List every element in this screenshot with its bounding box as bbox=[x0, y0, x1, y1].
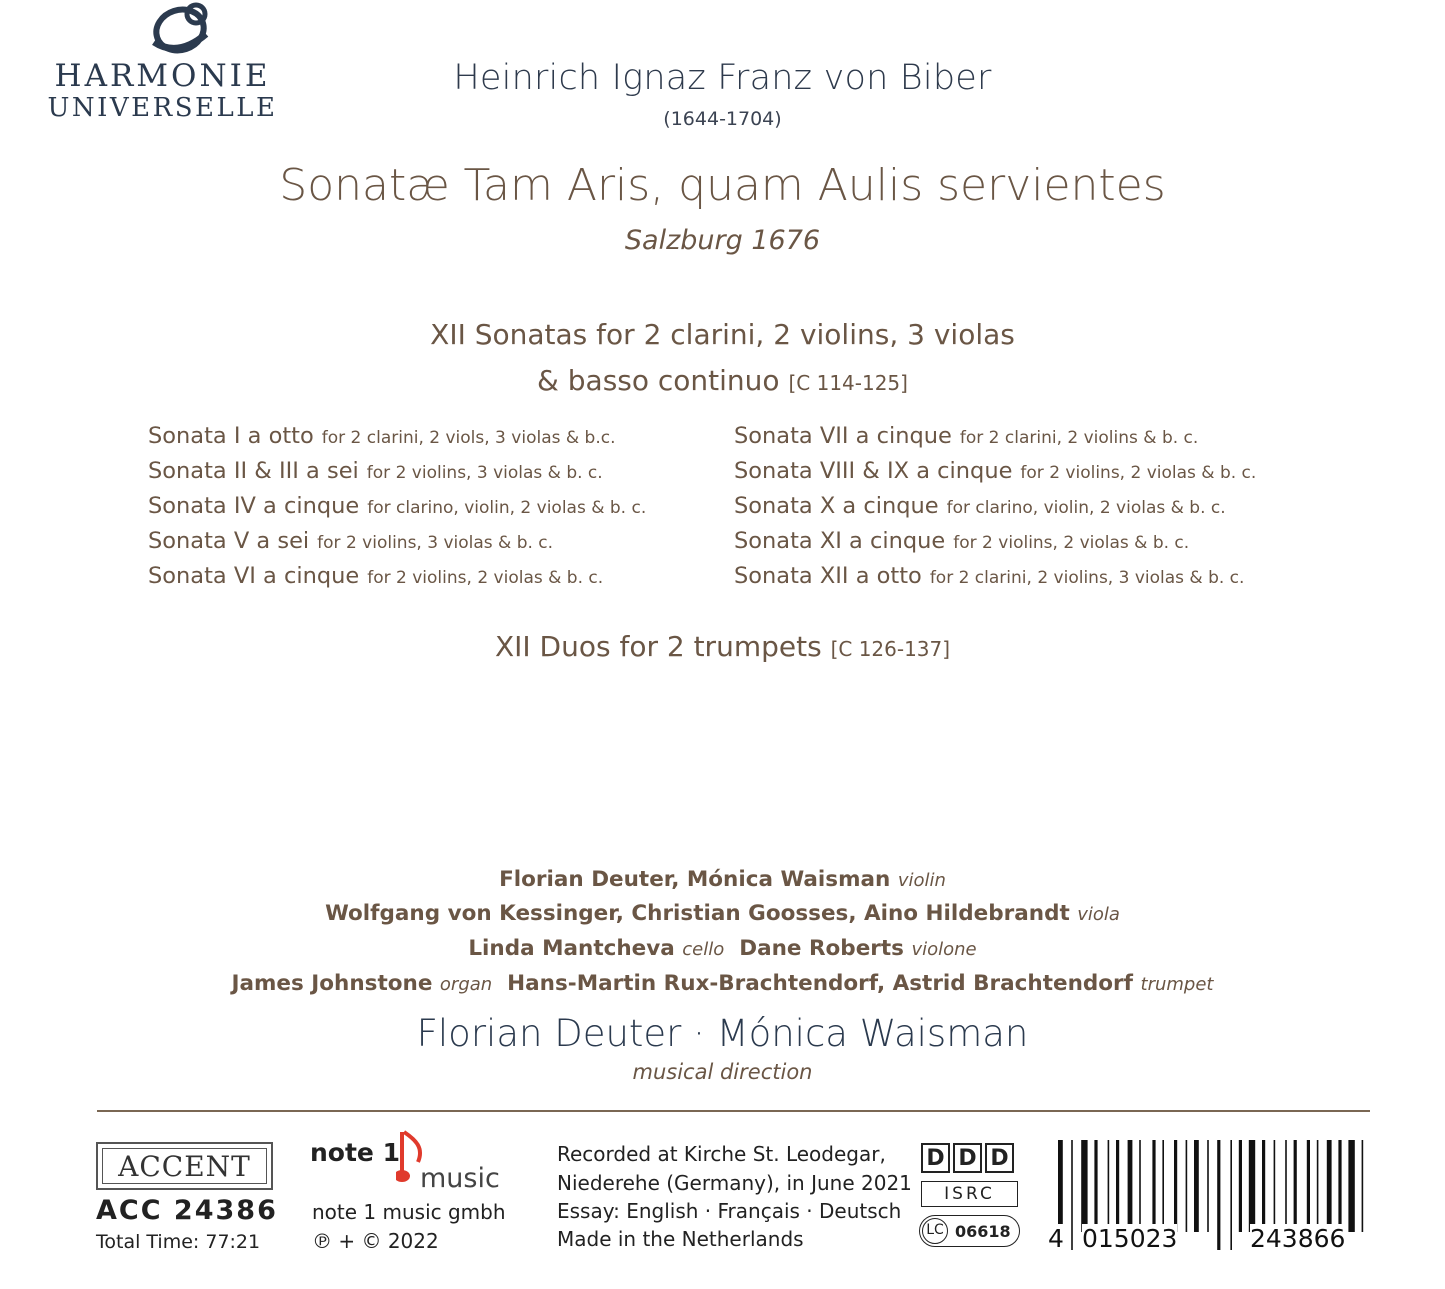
barcode-digit-first: 4 bbox=[1048, 1224, 1064, 1253]
list-item bbox=[148, 559, 646, 594]
lc-icon: LC bbox=[922, 1218, 948, 1244]
performer-instrument: viola bbox=[1077, 904, 1120, 925]
list-item bbox=[734, 454, 1256, 489]
performer-line bbox=[0, 901, 1445, 926]
performer-instrument: trumpet bbox=[1140, 974, 1214, 995]
list-item bbox=[734, 419, 1256, 454]
barcode-bar bbox=[1081, 1140, 1087, 1232]
label-code bbox=[919, 1215, 1020, 1247]
sonata-name: Sonata XII a otto bbox=[734, 563, 922, 589]
performer-instrument: violone bbox=[911, 939, 977, 960]
publication-place: Salzburg 1676 bbox=[624, 225, 821, 256]
sonata-scoring: for clarino, violin, 2 violas & b. c. bbox=[367, 498, 647, 518]
list-item bbox=[734, 489, 1256, 524]
ensemble-logo-icon bbox=[148, 0, 218, 58]
composer-name: Heinrich Ignaz Franz von Biber bbox=[453, 58, 992, 98]
sonata-scoring: for 2 clarini, 2 viols, 3 violas & b.c. bbox=[321, 428, 616, 448]
copyright: ℗ + © 2022 bbox=[312, 1229, 439, 1253]
performer-names: James Johnstone bbox=[231, 971, 433, 996]
barcode-bar bbox=[1249, 1140, 1255, 1232]
barcode-group-right: 243866 bbox=[1250, 1224, 1346, 1253]
sonata-list-right bbox=[734, 419, 1256, 594]
sonata-scoring: for 2 clarini, 2 violins, 3 violas & b. c. bbox=[929, 568, 1245, 588]
barcode-bar bbox=[1285, 1140, 1287, 1232]
barcode-bar bbox=[1194, 1140, 1199, 1232]
ensemble-logo bbox=[0, 0, 325, 125]
barcode-bar bbox=[1262, 1140, 1265, 1232]
performer-line bbox=[0, 936, 1445, 961]
barcode-bar bbox=[1317, 1140, 1319, 1232]
sonata-scoring: for 2 clarini, 2 violins & b. c. bbox=[959, 428, 1199, 448]
barcode-bar bbox=[1239, 1140, 1242, 1232]
distributor-company: note 1 music gmbh bbox=[312, 1200, 506, 1224]
barcode-group-left: 015023 bbox=[1082, 1224, 1178, 1253]
sonata-name: Sonata VI a cinque bbox=[148, 563, 360, 589]
list-item bbox=[148, 454, 646, 489]
label-logo bbox=[96, 1142, 273, 1190]
distributor-logo-word1: note 1 bbox=[310, 1138, 400, 1167]
lc-number: 06618 bbox=[955, 1222, 1011, 1241]
barcode-bar bbox=[1327, 1140, 1332, 1232]
sonata-name: Sonata IV a cinque bbox=[148, 493, 360, 519]
barcode-bar bbox=[1186, 1140, 1188, 1232]
performer-line bbox=[0, 867, 1445, 892]
performer-names: Florian Deuter, Mónica Waisman bbox=[499, 867, 891, 892]
sonatas-heading-line2: & basso continuo bbox=[537, 364, 780, 397]
duos-heading bbox=[0, 630, 1445, 663]
directors: Florian Deuter · Mónica Waisman bbox=[416, 1012, 1029, 1055]
sonatas-heading-continued bbox=[0, 364, 1445, 397]
ddd-letter: D bbox=[953, 1143, 982, 1173]
performer-names: Hans-Martin Rux-Brachtendorf, Astrid Brachtendorf bbox=[507, 971, 1134, 996]
list-item bbox=[148, 524, 646, 559]
direction-label: musical direction bbox=[632, 1060, 813, 1084]
barcode-bar bbox=[1094, 1140, 1097, 1232]
list-item bbox=[734, 559, 1256, 594]
barcode-digits bbox=[1046, 1224, 1370, 1260]
barcode-bar bbox=[1362, 1140, 1364, 1232]
performer-names: Linda Mantcheva bbox=[468, 936, 675, 961]
barcode-bar bbox=[1174, 1140, 1177, 1232]
barcode-bar bbox=[1294, 1140, 1297, 1232]
barcode bbox=[1046, 1140, 1370, 1260]
divider bbox=[97, 1110, 1370, 1112]
performer-instrument: violin bbox=[897, 870, 946, 891]
barcode-bar bbox=[1348, 1140, 1354, 1232]
sonata-name: Sonata X a cinque bbox=[734, 493, 939, 519]
sonata-scoring: for 2 violins, 2 violas & b. c. bbox=[953, 533, 1190, 553]
sonata-scoring: for 2 violins, 3 violas & b. c. bbox=[317, 533, 554, 553]
sonata-name: Sonata VIII & IX a cinque bbox=[734, 458, 1013, 484]
recording-info-line: Made in the Netherlands bbox=[557, 1227, 804, 1251]
sonata-scoring: for 2 violins, 3 violas & b. c. bbox=[366, 463, 603, 483]
duos-catalogue: [C 126-137] bbox=[830, 637, 951, 661]
recording-info-line: Recorded at Kirche St. Leodegar, bbox=[557, 1142, 886, 1166]
ddd-code bbox=[921, 1143, 1014, 1173]
sonata-scoring: for clarino, violin, 2 violas & b. c. bbox=[946, 498, 1226, 518]
sonata-scoring: for 2 violins, 2 violas & b. c. bbox=[367, 568, 604, 588]
sonata-scoring: for 2 violins, 2 violas & b. c. bbox=[1020, 463, 1257, 483]
sonata-name: Sonata V a sei bbox=[148, 528, 310, 554]
barcode-bar bbox=[1152, 1140, 1155, 1232]
ddd-letter: D bbox=[985, 1143, 1014, 1173]
performer-names: Wolfgang von Kessinger, Christian Goosses, Aino Hildebrandt bbox=[325, 901, 1070, 926]
barcode-bar bbox=[1128, 1140, 1133, 1232]
total-time: Total Time: 77:21 bbox=[96, 1231, 261, 1253]
catalogue-number: ACC 24386 bbox=[96, 1195, 278, 1226]
list-item bbox=[734, 524, 1256, 559]
distributor-logo-word2: music bbox=[420, 1163, 500, 1194]
barcode-bar bbox=[1338, 1140, 1341, 1232]
ddd-letter: D bbox=[921, 1143, 950, 1173]
list-item bbox=[148, 489, 646, 524]
duos-title: XII Duos for 2 trumpets bbox=[494, 630, 822, 663]
composer-dates: (1644-1704) bbox=[663, 108, 782, 130]
ensemble-name-line1: HARMONIE bbox=[54, 58, 271, 94]
performer-instrument: organ bbox=[439, 974, 493, 995]
recording-info-line: Niederehe (Germany), in June 2021 bbox=[557, 1171, 912, 1195]
barcode-bar bbox=[1274, 1140, 1276, 1232]
sonata-list-left bbox=[148, 419, 646, 594]
distributor-logo bbox=[310, 1128, 500, 1198]
barcode-bar bbox=[1116, 1140, 1119, 1232]
list-item bbox=[148, 419, 646, 454]
barcode-bar bbox=[1207, 1140, 1209, 1232]
sonatas-catalogue: [C 114-125] bbox=[788, 371, 908, 395]
barcode-bar bbox=[1307, 1140, 1310, 1232]
performer-line bbox=[0, 971, 1445, 996]
sonata-name: Sonata XI a cinque bbox=[734, 528, 946, 554]
barcode-bar bbox=[1108, 1140, 1110, 1232]
barcode-bar bbox=[1139, 1140, 1141, 1232]
performer-names: Dane Roberts bbox=[739, 936, 904, 961]
barcode-bar bbox=[1162, 1140, 1164, 1232]
sonata-name: Sonata II & III a sei bbox=[148, 458, 359, 484]
label-brand: ACCENT bbox=[102, 1148, 267, 1184]
sonata-name: Sonata VII a cinque bbox=[734, 423, 952, 449]
isrc-badge: ISRC bbox=[921, 1181, 1018, 1207]
performer-instrument: cello bbox=[682, 939, 725, 960]
sonatas-heading: XII Sonatas for 2 clarini, 2 violins, 3 violas bbox=[430, 318, 1015, 351]
sonata-name: Sonata I a otto bbox=[148, 423, 314, 449]
ensemble-name-line2: UNIVERSELLE bbox=[47, 93, 278, 123]
recording-info-line: Essay: English · Français · Deutsch bbox=[557, 1199, 902, 1223]
album-title: Sonatæ Tam Aris, quam Aulis servientes bbox=[279, 160, 1166, 211]
